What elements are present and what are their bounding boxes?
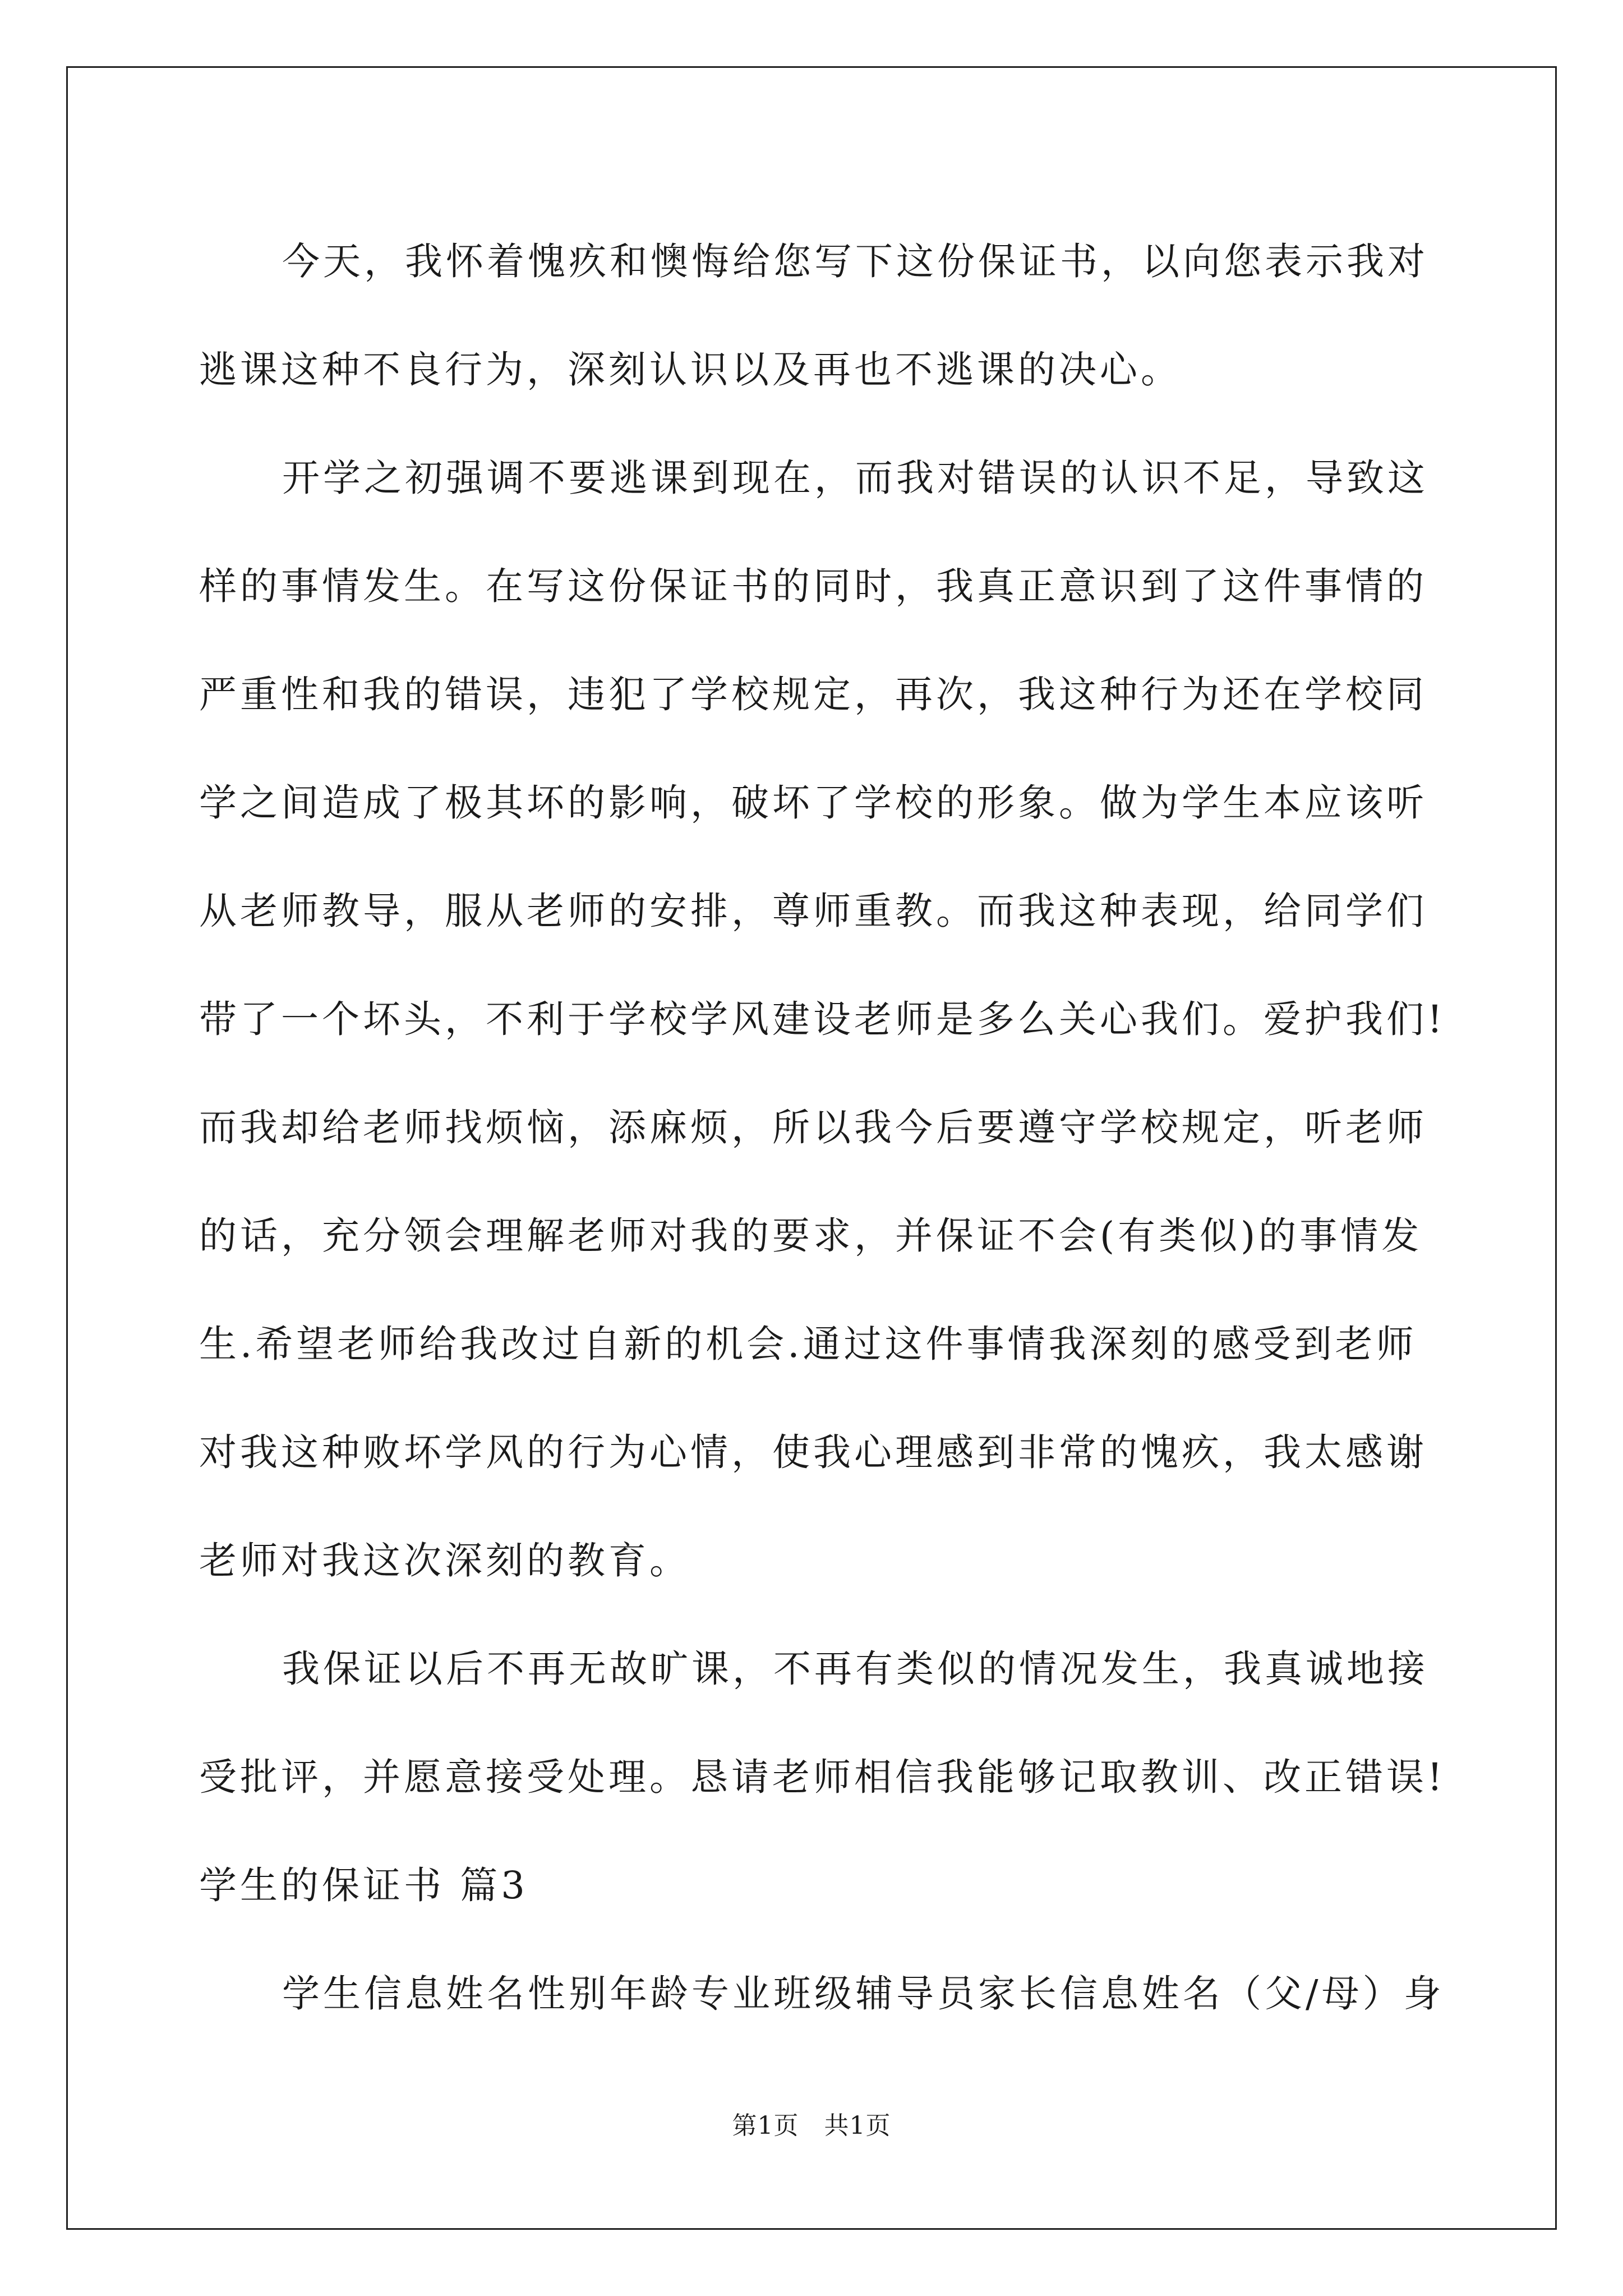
text-line: 学之间造成了极其坏的影响，破坏了学校的形象。做为学生本应该听 — [199, 781, 1427, 825]
text-line: 受批评，并愿意接受处理。恳请老师相信我能够记取教训、改正错误! — [199, 1755, 1446, 1799]
text-line: 生.希望老师给我改过自新的机会.通过这件事情我深刻的感受到老师 — [199, 1322, 1417, 1366]
text-line: 的话，充分领会理解老师对我的要求，并保证不会(有类似)的事情发 — [199, 1214, 1423, 1258]
text-line: 今天，我怀着愧疚和懊悔给您写下这份保证书，以向您表示我对 — [282, 240, 1428, 283]
text-line: 逃课这种不良行为，深刻认识以及再也不逃课的决心。 — [199, 348, 1182, 392]
text-line: 样的事情发生。在写这份保证书的同时，我真正意识到了这件事情的 — [199, 564, 1427, 608]
section-heading: 学生的保证书 篇3 — [199, 1864, 528, 1907]
text-line: 带了一个坏头，不利于学校学风建设老师是多么关心我们。爱护我们! — [199, 997, 1446, 1041]
document-body — [199, 208, 1446, 2048]
text-line: 老师对我这次深刻的教育。 — [199, 1539, 690, 1582]
text-line: 学生信息姓名性别年龄专业班级辅导员家长信息姓名（父/母）身 — [282, 1972, 1445, 2016]
text-line: 对我这种败坏学风的行为心情，使我心理感到非常的愧疚，我太感谢 — [199, 1430, 1427, 1474]
text-line: 从老师教导，服从老师的安排，尊师重教。而我这种表现，给同学们 — [199, 889, 1427, 933]
text-line: 我保证以后不再无故旷课，不再有类似的情况发生，我真诚地接 — [282, 1647, 1428, 1691]
text-line: 而我却给老师找烦恼，添麻烦，所以我今后要遵守学校规定，听老师 — [199, 1106, 1427, 1149]
page-number-footer: 第1页 共1页 — [732, 2111, 891, 2140]
text-line: 严重性和我的错误，违犯了学校规定，再次，我这种行为还在学校同 — [199, 673, 1427, 716]
text-line: 开学之初强调不要逃课到现在，而我对错误的认识不足，导致这 — [282, 456, 1428, 500]
